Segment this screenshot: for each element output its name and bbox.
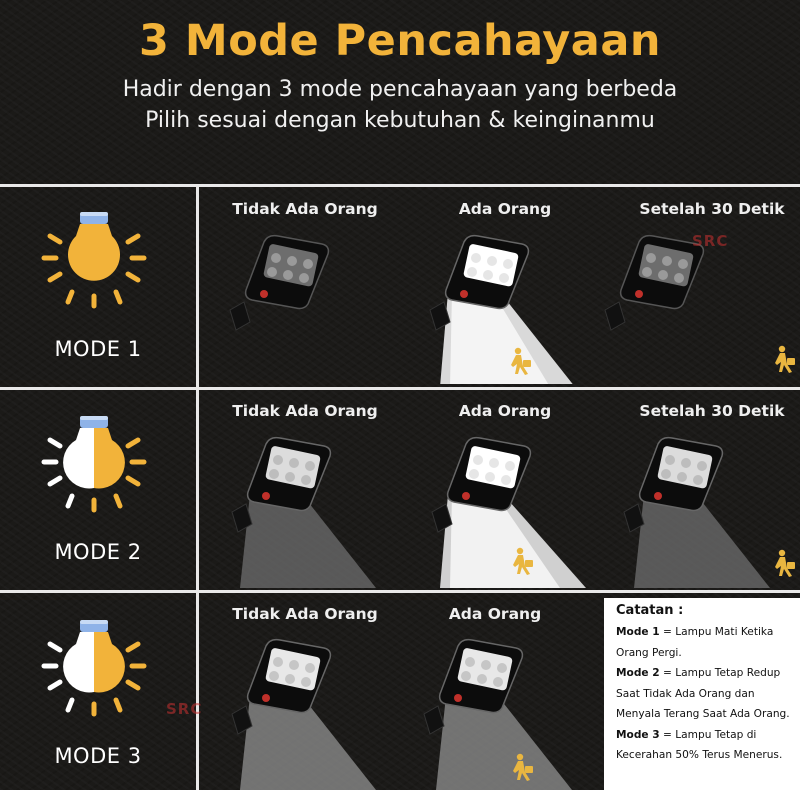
mode-1-col-1-label: Tidak Ada Orang [232,200,378,218]
mode-3-col-2-label: Ada Orang [448,605,542,623]
page-subtitle-line-2: Pilih sesuai dengan kebutuhan & keinginanmu [145,108,655,133]
mode-2-col-2-label: Ada Orang [458,402,552,420]
watermark: SRC [692,232,729,250]
page-title: 3 Mode Pencahayaan [139,16,661,66]
lamp-bright-scene [400,222,600,384]
lamp-dim-after-scene [600,426,800,588]
divider-row-2 [0,590,800,593]
walking-person-icon [775,346,795,373]
mode-1-col-3-label: Setelah 30 Detik [639,200,785,218]
bulb-half-icon [38,618,150,718]
lamp-off-scene [200,222,400,384]
mode-2-col-3-label: Setelah 30 Detik [639,402,785,420]
watermark: SRC [166,700,203,718]
mode-2-label: MODE 2 [54,540,142,564]
walking-person-icon [775,550,795,577]
note-mode-3: Mode 3 = Lampu Tetap di Kecerahan 50% Terus Menerus. [616,728,783,761]
divider-row-1 [0,387,800,390]
mode-3-col-1-label: Tidak Ada Orang [232,605,378,623]
bulb-half-icon [38,414,150,514]
lamp-dim-scene [200,426,400,588]
bulb-off-icon [38,210,150,310]
lamp-half-person-scene [400,628,604,790]
mode-3-label: MODE 3 [54,744,142,768]
note-heading: Catatan : [616,603,684,618]
note-mode-1: Mode 1 = Lampu Mati Ketika Orang Pergi. [616,626,774,659]
page-subtitle-line-1: Hadir dengan 3 mode pencahayaan yang berbeda [122,77,678,102]
note-box [604,598,800,790]
note-mode-2: Mode 2 = Lampu Tetap Redup Saat Tidak Ada Orang dan Menyala Terang Saat Ada Orang. [616,667,790,720]
mode-2-col-1-label: Tidak Ada Orang [232,402,378,420]
divider-top [0,184,800,187]
lamp-bright-scene [400,426,600,588]
lamp-half-scene [200,628,400,790]
mode-1-label: MODE 1 [54,337,142,361]
mode-1-col-2-label: Ada Orang [458,200,552,218]
